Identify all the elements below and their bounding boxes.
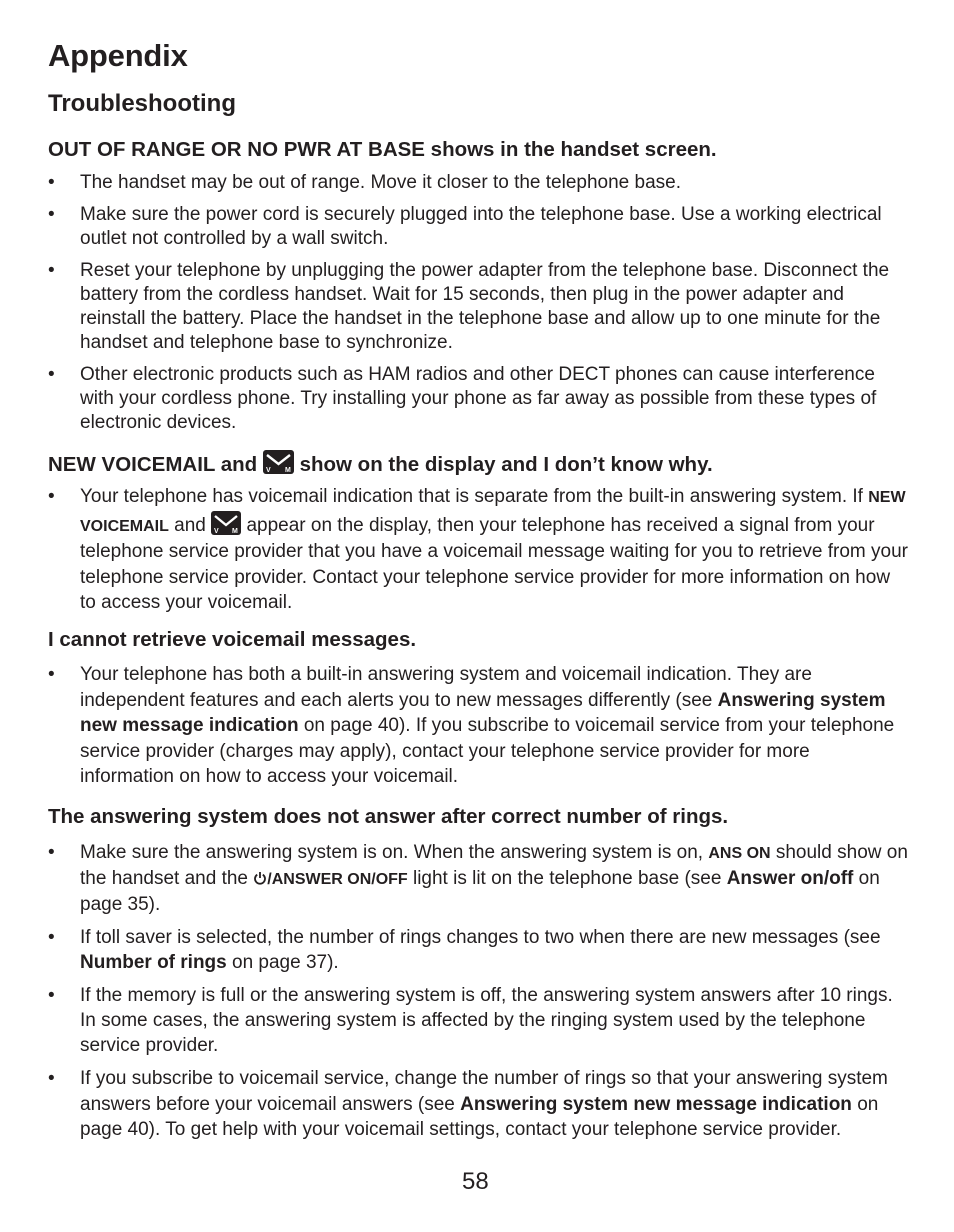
- list-item: • The handset may be out of range. Move it closer to the telephone base.: [48, 171, 908, 195]
- list-item: • Other electronic products such as HAM radios and other DECT phones can cause interference with your cordless phone. Try installing your phone as far away as possible from these types of electronic devices.: [48, 363, 908, 435]
- issue-heading-out-of-range: OUT OF RANGE OR NO PWR AT BASE shows in the handset screen.: [48, 138, 717, 161]
- text-run: light is lit on the telephone base (see: [412, 868, 722, 889]
- text-run: If you subscribe to voicemail service, change the number of rings so that your answering system answers before your voicemail answers (see: [80, 1068, 888, 1115]
- list-item: • Reset your telephone by unplugging the power adapter from the telephone base. Disconnect the battery from the cordless handset. Wait for 15 seconds, then plug in the power adapter and reinstall the battery. Place the handset in the telephone base and allow up to one minute for the handset and telephone base to synchronize.: [48, 259, 908, 355]
- power-icon: [253, 871, 267, 885]
- text-run: Your telephone has both a built-in answering system and voicemail indication. They are independent features and each alerts you to new messages differently (see: [80, 664, 812, 711]
- cross-reference: Answer on/off: [726, 868, 854, 889]
- list-item: • If the memory is full or the answering system is off, the answering system answers after 10 rings. In some cases, the answering system is affected by the ringing system used by the telephone service provider.: [48, 983, 908, 1058]
- text-run: should show on the handset and the: [80, 842, 908, 889]
- text-run: If toll saver is selected, the number of rings changes to two when there are new messages (see: [80, 927, 881, 948]
- issue-heading-new-voicemail: [48, 450, 713, 477]
- cross-reference: Answering system new message indication: [80, 689, 886, 736]
- issue-list-out-of-range: [48, 171, 908, 443]
- issue-heading-rings: The answering system does not answer after correct number of rings.: [48, 805, 729, 828]
- svg-text:M: M: [284, 467, 291, 474]
- text-run: on page 40). If you subscribe to voicemail service from your telephone service provider (charges may apply), contact your telephone service provider for more information on how to access your voicemail.: [80, 715, 895, 787]
- text-run: on page 35).: [80, 868, 880, 915]
- text-run: Your telephone has voicemail indication that is separate from the built-in answering system. If: [80, 486, 863, 507]
- issue-list-cannot-retrieve: [48, 662, 908, 798]
- key-label: /ANSWER ON/OFF: [267, 871, 408, 888]
- svg-text:V: V: [214, 527, 219, 535]
- svg-text:M: M: [232, 527, 238, 535]
- display-text: ANS ON: [708, 845, 771, 862]
- list-item: [48, 484, 908, 616]
- list-item: • Make sure the power cord is securely plugged into the telephone base. Use a working electrical outlet not controlled by a wall switch.: [48, 203, 908, 251]
- issue-heading-cannot-retrieve: I cannot retrieve voicemail messages.: [48, 628, 417, 651]
- text-run: appear on the display, then your telephone has received a signal from your telephone service provider that you have a voicemail message waiting for you to retrieve from your telephone service provider. Contact your telephone service provider for more information on how to access your voicemail.: [80, 514, 908, 613]
- text-run: Make sure the answering system is on. When the answering system is on,: [80, 842, 704, 863]
- section-title: Troubleshooting: [48, 90, 236, 117]
- list-item: [48, 925, 908, 975]
- text-run: on page 40). To get help with your voicemail settings, contact your telephone service provider.: [80, 1093, 879, 1140]
- cross-reference: Answering system new message indication: [460, 1093, 852, 1115]
- list-item: [48, 1066, 908, 1143]
- list-item: [48, 840, 908, 917]
- svg-text:V: V: [265, 467, 271, 474]
- text-run: and: [174, 514, 206, 536]
- issue-list-rings: [48, 840, 908, 1151]
- page-title: Appendix: [48, 38, 188, 73]
- cross-reference: Number of rings: [80, 952, 227, 973]
- answer-onoff-key: [253, 871, 407, 888]
- issue-list-new-voicemail: [48, 484, 908, 624]
- voicemail-icon: [263, 450, 294, 474]
- heading-part: NEW VOICEMAIL and: [48, 453, 258, 476]
- page-number: 58: [462, 1168, 489, 1195]
- heading-part: show on the display and I don’t know why.: [299, 453, 713, 476]
- voicemail-icon: [211, 511, 241, 535]
- list-item: [48, 662, 908, 790]
- display-text: NEW VOICEMAIL: [80, 489, 906, 535]
- text-run: on page 37).: [232, 952, 339, 973]
